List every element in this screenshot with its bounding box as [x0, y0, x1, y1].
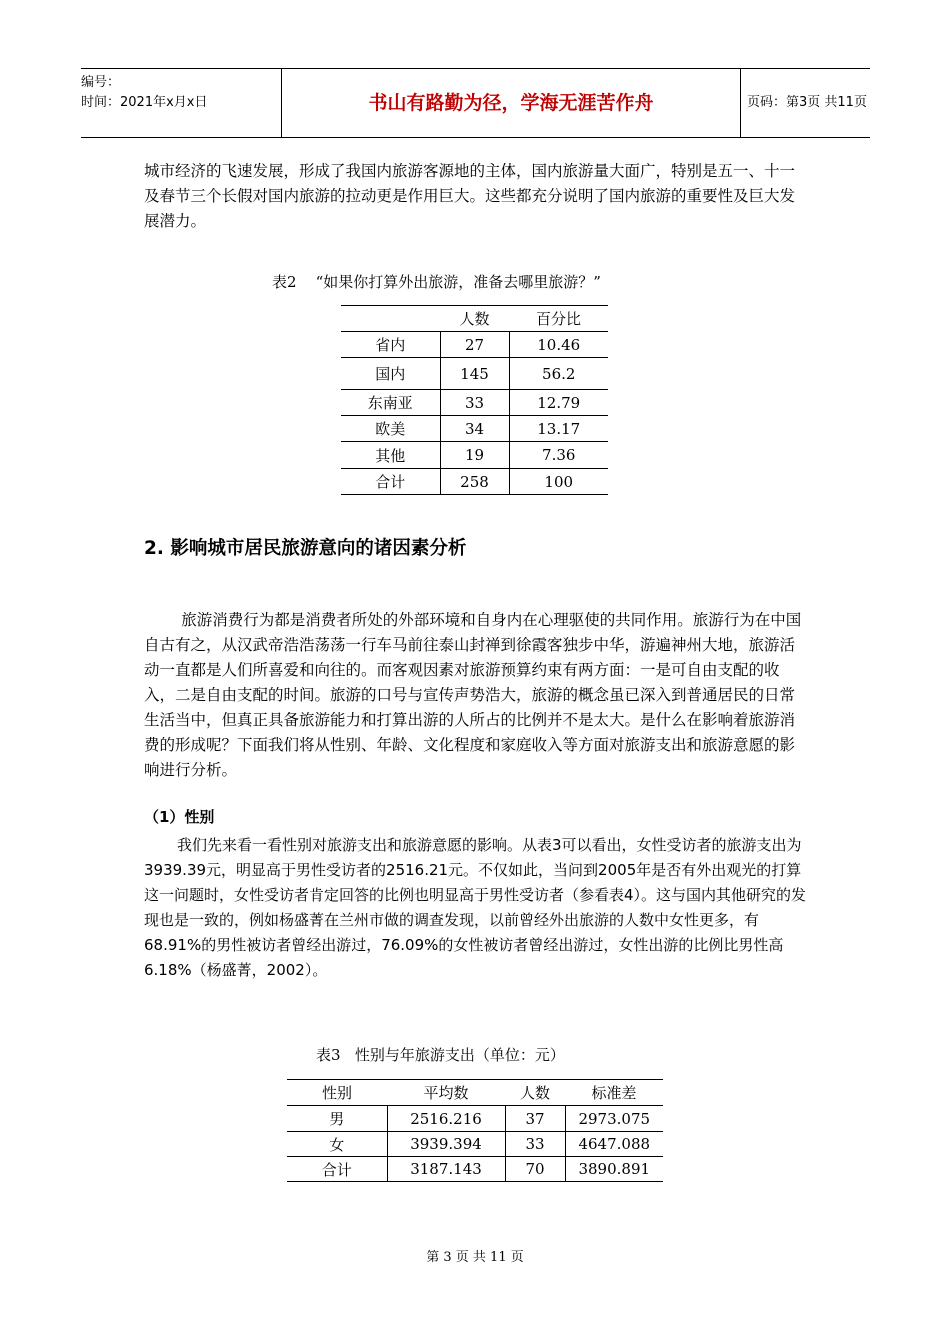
- table2-cell: 34: [440, 416, 509, 442]
- table3-row: [287, 1157, 663, 1182]
- table3-header-cell: 平均数: [423, 1084, 469, 1102]
- paragraph-gender: 我们先来看一看性别对旅游支出和旅游意愿的影响。从表3可以看出，女性受访者的旅游支出为3939.39元，明显高于男性受访者的2516.21元。不仅如此，当问到2005年是否有外出观光的打算这一问题时，女性受访者肯定回答的比例也明显高于男性受访者（参看表4）。这与国内其他研究的发现也是一致的，例如杨盛菁在兰州市做的调查发现，以前曾经外出旅游的人数中女性更多，有68.91%的男性被访者曾经出游过，76.09%的女性被访者曾经出游过，女性出游的比例比男性高6.18%（杨盛菁，2002）。: [144, 836, 807, 979]
- table2-row: [341, 390, 608, 416]
- table3-header-cell: 人数: [519, 1084, 550, 1102]
- table2-cell: 145: [440, 358, 509, 390]
- table3-cell: 合计: [287, 1157, 387, 1182]
- number-label: 编号：: [81, 75, 121, 90]
- table2: [341, 305, 608, 495]
- table2-cell: 省内: [341, 332, 440, 358]
- table2-header-cell: 人数: [459, 310, 490, 328]
- table2-cell: 7.36: [542, 446, 576, 464]
- table2-row: [341, 469, 608, 495]
- table3-header-cell: 性别: [321, 1084, 352, 1102]
- paragraph-intro: 城市经济的飞速发展，形成了我国内旅游客源地的主体，国内旅游量大面广，特别是五一、十一及春节三个长假对国内旅游的拉动更是作用巨大。这些都充分说明了国内旅游的重要性及巨大发展潜力。: [144, 162, 796, 230]
- table3-row: [287, 1132, 663, 1157]
- table2-cell: 258: [440, 469, 509, 495]
- table2-row: [341, 416, 608, 442]
- table2-cell: 27: [440, 332, 509, 358]
- table2-cell: 欧美: [341, 416, 440, 442]
- subheading-gender: （1）性别: [144, 808, 215, 826]
- table2-header-cell: 百分比: [535, 310, 581, 328]
- header-left-cell: [81, 69, 281, 137]
- table2-cell: 33: [440, 390, 509, 416]
- table3-cell: 男: [287, 1106, 387, 1132]
- table2-cell: 10.46: [537, 335, 581, 354]
- table3-header-row: [287, 1080, 663, 1106]
- table2-cell: 东南亚: [341, 390, 440, 416]
- section-heading: 2. 影响城市居民旅游意向的诸因素分析: [144, 538, 467, 559]
- table2-row: [341, 358, 608, 390]
- table3-caption: 表3 性别与年旅游支出（单位：元）: [316, 1046, 565, 1064]
- table2-cell: 12.79: [537, 393, 581, 412]
- table3-header-cell: 标准差: [591, 1084, 637, 1102]
- table3-cell: 70: [505, 1157, 565, 1182]
- table2-cell: 19: [440, 442, 509, 469]
- table2-cell: 其他: [341, 442, 440, 469]
- table2-row: [341, 442, 608, 469]
- table2-cell: 国内: [341, 358, 440, 390]
- table2-cell: 合计: [341, 469, 440, 495]
- table3-cell: 37: [505, 1106, 565, 1132]
- time-label: 时间：2021年x月x日: [81, 95, 208, 110]
- paragraph-factors: 旅游消费行为都是消费者所处的外部环境和自身内在心理驱使的共同作用。旅游行为在中国自古有之，从汉武帝浩浩荡荡一行车马前往泰山封禅到徐霞客独步中华，游遍神州大地，旅游活动一直都是人们所喜爱和向往的。而客观因素对旅游预算约束有两方面：一是可自由支配的收入，二是自由支配的时间。旅游的口号与宣传声势浩大，旅游的概念虽已深入到普通居民的日常生活当中，但真正具备旅游能力和打算出游的人所占的比例并不是太大。是什么在影响着旅游消费的形成呢？下面我们将从性别、年龄、文化程度和家庭收入等方面对旅游支出和旅游意愿的影响进行分析。: [144, 611, 802, 779]
- table3-cell: 3187.143: [387, 1157, 505, 1182]
- table3-cell: 33: [505, 1132, 565, 1157]
- table3: [287, 1079, 663, 1182]
- table2-cell: 13.17: [537, 419, 581, 438]
- table2-header-row: [341, 306, 608, 332]
- table3-cell: 3939.394: [387, 1132, 505, 1157]
- table2-header-cell: [341, 306, 440, 332]
- table3-row: [287, 1106, 663, 1132]
- header-motto: 书山有路勤为径，学海无涯苦作舟: [281, 69, 741, 137]
- table3-cell: 2973.075: [578, 1109, 651, 1128]
- table2-row: [341, 332, 608, 358]
- table3-cell: 4647.088: [578, 1135, 651, 1153]
- table3-cell: 2516.216: [387, 1106, 505, 1132]
- table2-cell: 56.2: [542, 364, 576, 383]
- table3-cell: 3890.891: [578, 1160, 651, 1178]
- table2-cell: 100: [544, 472, 574, 491]
- header-page-info: 页码：第3页 共11页: [747, 95, 867, 110]
- page-footer: 第 3 页 共 11 页: [426, 1250, 524, 1265]
- page-header: [81, 68, 870, 138]
- table3-cell: 女: [287, 1132, 387, 1157]
- table2-caption: 表2 “如果你打算外出旅游，准备去哪里旅游？”: [272, 273, 601, 291]
